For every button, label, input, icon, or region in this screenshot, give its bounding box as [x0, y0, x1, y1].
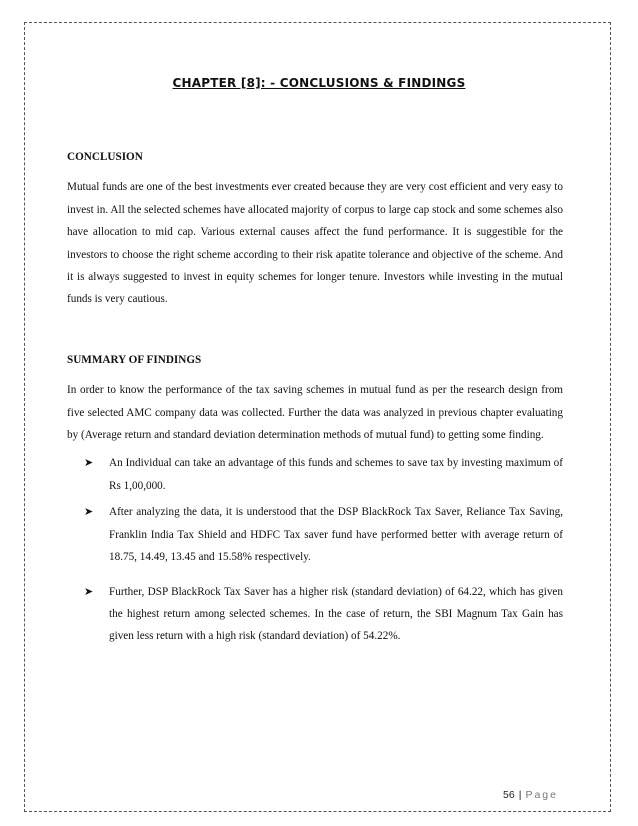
- findings-heading: SUMMARY OF FINDINGS: [67, 353, 202, 366]
- conclusion-paragraph: Mutual funds are one of the best investments ever created because they are very cost efficient and very easy to invest in. All the selected schemes have allocated majority of corpus to large cap stock and some schemes also have allocation to mid cap. Various external causes affect the fund performance. It is suggestible for the investors to choose the right scheme according to their risk apatite tolerance and objective of the scheme. And it is always suggested to invest in equity schemes for longer tenure. Investors while investing in the mutual funds is very cautious.: [67, 181, 563, 306]
- conclusion-heading: CONCLUSION: [67, 151, 143, 163]
- list-item: [84, 501, 563, 568]
- list-item: [84, 581, 563, 648]
- bullet-text: An Individual can take an advantage of this funds and schemes to save tax by investing maximum of Rs 1,00,000.: [109, 457, 563, 492]
- findings-list: [67, 452, 563, 647]
- list-item: [84, 452, 563, 497]
- bullet-text: Further, DSP BlackRock Tax Saver has a higher risk (standard deviation) of 64.22, which has given the highest return among selected schemes. In the case of return, the SBI Magnum Tax Gain has given less return with a high risk (standard deviation) of 54.22%.: [109, 585, 563, 643]
- arrow-bullet-icon: ➤: [84, 585, 94, 598]
- bullet-text: After analyzing the data, it is understood that the DSP BlackRock Tax Saver, Reliance Tax Saving, Franklin India Tax Shield and HDFC Tax saver fund have performed better with average return of 18.75, 14.49, 13.45 and 15.58% respectively.: [109, 506, 563, 564]
- page-footer: [503, 789, 558, 801]
- arrow-bullet-icon: ➤: [84, 506, 94, 519]
- chapter-title: CHAPTER [8]: - CONCLUSIONS & FINDINGS: [172, 76, 466, 90]
- page-label: Page: [525, 789, 558, 801]
- document-body: [67, 146, 563, 652]
- footer-separator: |: [518, 789, 522, 801]
- findings-paragraph: In order to know the performance of the tax saving schemes in mutual fund as per the research design from five selected AMC company data was collected. Further the data was analyzed in previous chapter evaluating by (Average return and standard deviation determination methods of mutual fund) to getting some finding.: [67, 384, 563, 442]
- page-number: 56: [503, 789, 515, 801]
- arrow-bullet-icon: ➤: [84, 457, 94, 470]
